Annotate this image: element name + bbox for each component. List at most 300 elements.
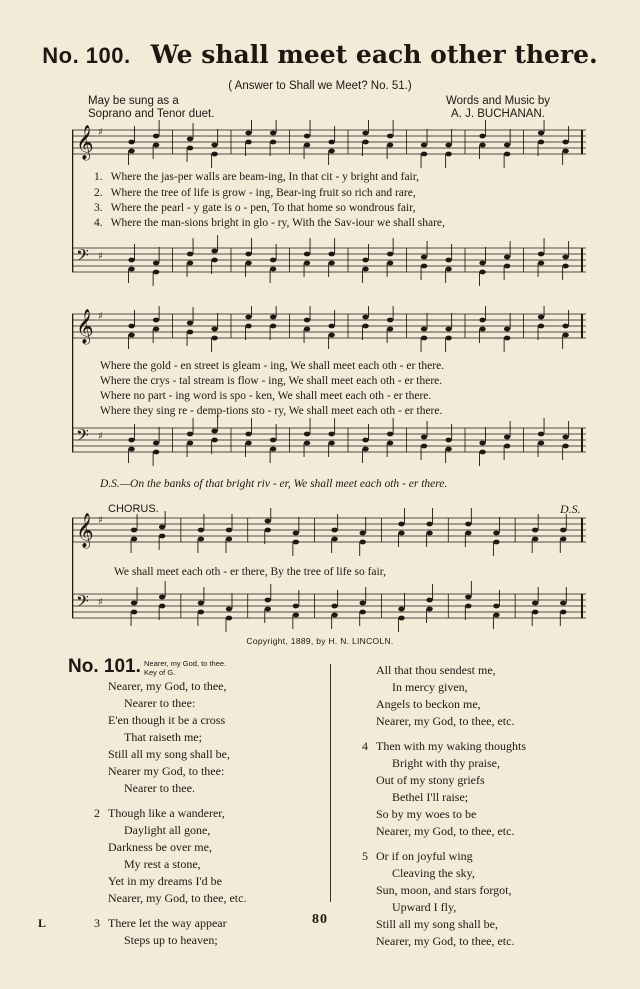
notehead — [362, 447, 368, 452]
notehead — [265, 598, 271, 603]
notehead — [426, 607, 432, 612]
notehead — [304, 252, 310, 257]
lyric-line: 2. Where the tree of life is grow - ing, Bear-ing fruit so rich and rare, — [94, 187, 416, 199]
notehead — [187, 137, 193, 142]
notehead — [493, 531, 499, 536]
notehead — [398, 607, 404, 612]
notehead — [362, 324, 368, 329]
hymn-101-line — [362, 848, 526, 865]
hymn-101-tune-note — [144, 659, 226, 677]
hymn-101-line — [108, 822, 246, 839]
lyric-line: Where they sing re - demp-tions sto - ry, We shall meet each oth - er there. — [100, 405, 443, 417]
notehead — [304, 134, 310, 139]
hymn-101-line-text: Nearer, my God, to thee, etc. — [376, 934, 515, 948]
lyric-line: 1. Where the jas-per walls are beam-ing, In that cit - y bright and fair, — [94, 171, 419, 183]
notehead — [128, 258, 134, 263]
notehead — [560, 528, 566, 533]
notehead — [538, 432, 544, 437]
notehead — [387, 261, 393, 266]
notehead — [128, 324, 134, 329]
notehead — [293, 540, 299, 545]
notehead — [532, 537, 538, 542]
hymn-101-line-text: Nearer my God, to thee: — [108, 764, 225, 778]
notehead — [128, 447, 134, 452]
notehead — [245, 432, 251, 437]
notehead — [131, 601, 137, 606]
verse-number: 4 — [362, 739, 368, 753]
notehead — [504, 143, 510, 148]
notehead — [159, 525, 165, 530]
notehead — [398, 531, 404, 536]
notehead — [304, 143, 310, 148]
hymn-101-line-text: Or if on joyful wing — [376, 849, 473, 863]
notehead — [421, 255, 427, 260]
hymn-101-line — [108, 839, 246, 856]
notehead — [421, 143, 427, 148]
notehead — [479, 450, 485, 455]
performance-note-line: May be sung as a — [88, 95, 179, 107]
key-signature-sharp-icon: ♯ — [98, 515, 103, 526]
notehead — [532, 528, 538, 533]
notehead — [187, 261, 193, 266]
notehead — [131, 537, 137, 542]
hymn-101-line-text: Still all my song shall be, — [376, 917, 498, 931]
notehead — [504, 444, 510, 449]
notehead — [426, 522, 432, 527]
column-divider — [330, 664, 331, 902]
notehead — [493, 613, 499, 618]
hymn-101-line — [376, 933, 526, 950]
hymn-101-line — [108, 729, 246, 746]
notehead — [187, 146, 193, 151]
hymn-101-line — [108, 856, 246, 873]
notehead — [131, 610, 137, 615]
bass-staff — [72, 581, 586, 632]
hymn-101-line — [376, 840, 526, 848]
notehead — [226, 537, 232, 542]
notehead — [226, 528, 232, 533]
hymn-101-line-text: My rest a stone, — [124, 857, 201, 871]
treble-clef-icon: 𝄞 — [76, 513, 94, 548]
notehead — [153, 327, 159, 332]
notehead — [479, 261, 485, 266]
notehead — [293, 531, 299, 536]
hymn-101-line — [108, 890, 246, 907]
notehead — [211, 143, 217, 148]
notehead — [211, 327, 217, 332]
treble-clef-icon: 𝄞 — [76, 125, 94, 160]
notehead — [293, 613, 299, 618]
hymn-101-line-text: Nearer to thee. — [124, 781, 195, 795]
key-signature-sharp-icon: ♯ — [98, 311, 103, 322]
tune-note-line: Nearer, my God, to thee. — [144, 659, 227, 668]
notehead — [187, 252, 193, 257]
notehead — [331, 613, 337, 618]
hymn-101-line — [108, 932, 246, 949]
page-number: 80 — [312, 912, 328, 927]
notehead — [398, 616, 404, 621]
verse-number: 5 — [362, 849, 368, 863]
hymn-101-line — [108, 797, 246, 805]
bass-clef-icon: 𝄢 — [76, 591, 89, 615]
notehead — [153, 134, 159, 139]
hymn-101-line-text: Cleaving the sky, — [392, 866, 475, 880]
chorus-label: CHORUS. — [108, 503, 159, 515]
notehead — [360, 531, 366, 536]
copyright-notice: Copyright, 1889, by H. N. LINCOLN. — [246, 636, 394, 646]
notehead — [387, 318, 393, 323]
hymn-101-line — [108, 873, 246, 890]
notehead — [153, 261, 159, 266]
hymn-101-line-text: Out of my stony griefs — [376, 773, 485, 787]
hymn-101-line — [362, 738, 526, 755]
notehead — [362, 438, 368, 443]
notehead — [538, 131, 544, 136]
notehead — [198, 610, 204, 615]
notehead — [245, 261, 251, 266]
notehead — [504, 435, 510, 440]
verse-number: 3 — [94, 916, 100, 930]
hymn-101-number: No. 101. — [68, 656, 141, 677]
notehead — [465, 522, 471, 527]
notehead — [153, 143, 159, 148]
notehead — [479, 134, 485, 139]
notehead — [153, 441, 159, 446]
notehead — [445, 152, 451, 157]
hymn-101-line-text: So by my woes to be — [376, 807, 477, 821]
notehead — [304, 441, 310, 446]
music-system-2 — [72, 306, 586, 471]
notehead — [245, 252, 251, 257]
hymn-101-line — [108, 763, 246, 780]
notehead — [198, 537, 204, 542]
notehead — [445, 336, 451, 341]
hymn-number: No. 100. — [42, 43, 131, 68]
notehead — [304, 327, 310, 332]
notehead — [328, 140, 334, 145]
hymn-101-line-text: Darkness be over me, — [108, 840, 212, 854]
notehead — [328, 149, 334, 154]
notehead — [362, 267, 368, 272]
notehead — [270, 315, 276, 320]
notehead — [211, 336, 217, 341]
hymn-101-line — [376, 789, 526, 806]
notehead — [504, 264, 510, 269]
notehead — [562, 333, 568, 338]
hymn-101-line-text: Bethel I'll raise; — [392, 790, 469, 804]
notehead — [128, 140, 134, 145]
notehead — [270, 140, 276, 145]
hymn-101-line — [108, 712, 246, 729]
key-signature-sharp-icon: ♯ — [98, 251, 103, 262]
notehead — [387, 432, 393, 437]
key-signature-sharp-icon: ♯ — [98, 597, 103, 608]
treble-staff — [72, 120, 586, 168]
notehead — [187, 330, 193, 335]
hymn-101-line-text: Though like a wanderer, — [108, 806, 225, 820]
notehead — [360, 540, 366, 545]
hymn-101-line — [376, 696, 526, 713]
notehead — [245, 324, 251, 329]
composer-credit-line: Words and Music by — [446, 95, 550, 107]
notehead — [226, 607, 232, 612]
verse-number: 2 — [94, 806, 100, 820]
hymn-101-line — [94, 805, 246, 822]
notehead — [245, 140, 251, 145]
hymn-101-line-text: Then with my waking thoughts — [376, 739, 526, 753]
chorus-lyric-line: We shall meet each oth - er there, By the tree of life so fair, — [114, 566, 386, 578]
notehead — [331, 604, 337, 609]
notehead — [387, 134, 393, 139]
music-staff-svg — [72, 306, 586, 471]
hymn-title: We shall meet each other there. — [150, 40, 598, 69]
notehead — [265, 607, 271, 612]
notehead — [387, 252, 393, 257]
hymn-101-line-text: Nearer, my God, to thee, etc. — [376, 824, 515, 838]
notehead — [504, 336, 510, 341]
notehead — [538, 252, 544, 257]
notehead — [245, 441, 251, 446]
hymn-101-line — [376, 755, 526, 772]
hymn-101-line-text: Sun, moon, and stars forgot, — [376, 883, 512, 897]
notehead — [153, 450, 159, 455]
hymn-101-line — [376, 882, 526, 899]
notehead — [445, 258, 451, 263]
hymn-101-line — [376, 823, 526, 840]
notehead — [465, 531, 471, 536]
notehead — [479, 327, 485, 332]
notehead — [270, 438, 276, 443]
notehead — [398, 522, 404, 527]
hymn-101-line-text: Bright with thy praise, — [392, 756, 500, 770]
lyric-line: 3. Where the pearl - y gate is o - pen, To that home so wondrous fair, — [94, 202, 416, 214]
hymn-title-row — [0, 40, 640, 69]
notehead — [187, 441, 193, 446]
hymn-101-line-text: Nearer, my God, to thee, etc. — [108, 891, 247, 905]
notehead — [270, 131, 276, 136]
hymn-101-line — [108, 746, 246, 763]
notehead — [328, 261, 334, 266]
bass-clef-icon: 𝄢 — [76, 245, 89, 269]
hymn-101-line-text: All that thou sendest me, — [376, 663, 496, 677]
notehead — [445, 267, 451, 272]
lyric-line: Where the gold - en street is gleam - ing, We shall meet each oth - er there. — [100, 360, 445, 372]
hymn-101-line-text: Yet in my dreams I'd be — [108, 874, 222, 888]
notehead — [562, 149, 568, 154]
notehead — [532, 610, 538, 615]
hymn-101-line — [376, 713, 526, 730]
notehead — [562, 264, 568, 269]
notehead — [331, 528, 337, 533]
notehead — [360, 601, 366, 606]
notehead — [265, 519, 271, 524]
notehead — [328, 441, 334, 446]
notehead — [211, 249, 217, 254]
hymn-101-line-text: That raiseth me; — [124, 730, 202, 744]
notehead — [538, 140, 544, 145]
notehead — [128, 333, 134, 338]
notehead — [445, 143, 451, 148]
notehead — [245, 315, 251, 320]
notehead — [198, 528, 204, 533]
notehead — [270, 447, 276, 452]
notehead — [328, 252, 334, 257]
notehead — [421, 152, 427, 157]
hymn-101-line-text: Nearer to thee: — [124, 696, 196, 710]
notehead — [532, 601, 538, 606]
hymn-101-line-text: Daylight all gone, — [124, 823, 211, 837]
notehead — [362, 131, 368, 136]
notehead — [465, 595, 471, 600]
hymn-101-line — [376, 806, 526, 823]
notehead — [128, 149, 134, 154]
notehead — [538, 324, 544, 329]
hymn-101-line — [108, 695, 246, 712]
notehead — [493, 604, 499, 609]
bass-clef-icon: 𝄢 — [76, 425, 89, 449]
hymn-subtitle: ( Answer to Shall we Meet? No. 51.) — [228, 80, 412, 92]
notehead — [504, 327, 510, 332]
notehead — [421, 444, 427, 449]
composer-credit — [446, 95, 550, 121]
notehead — [265, 528, 271, 533]
notehead — [387, 143, 393, 148]
notehead — [159, 604, 165, 609]
notehead — [421, 435, 427, 440]
composer-credit-line: A. J. BUCHANAN. — [451, 108, 545, 120]
treble-staff — [72, 306, 586, 352]
notehead — [560, 537, 566, 542]
ds-lyric-line: D.S.—On the banks of that bright riv - er, We shall meet each oth - er there. — [100, 478, 448, 490]
notehead — [562, 444, 568, 449]
hymn-101-line-text: Steps up to heaven; — [124, 933, 218, 947]
notehead — [504, 152, 510, 157]
notehead — [479, 143, 485, 148]
hymn-101-left-column — [94, 678, 247, 949]
notehead — [270, 324, 276, 329]
hymn-101-line-text: E'en though it be a cross — [108, 713, 226, 727]
notehead — [426, 531, 432, 536]
notehead — [562, 435, 568, 440]
hymn-101-line — [108, 780, 246, 797]
notehead — [187, 321, 193, 326]
notehead — [362, 140, 368, 145]
notehead — [128, 438, 134, 443]
lyric-line: Where the crys - tal stream is flow - ing, We shall meet each oth - er there. — [100, 375, 443, 387]
notehead — [198, 601, 204, 606]
notehead — [328, 324, 334, 329]
hymn-101-line — [376, 865, 526, 882]
bass-staff — [72, 415, 586, 466]
performance-note-line: Soprano and Tenor duet. — [88, 108, 215, 120]
notehead — [328, 333, 334, 338]
notehead — [153, 318, 159, 323]
notehead — [504, 255, 510, 260]
hymn-101-right-column — [362, 662, 526, 950]
notehead — [465, 604, 471, 609]
notehead — [560, 610, 566, 615]
notehead — [560, 601, 566, 606]
notehead — [426, 598, 432, 603]
notehead — [479, 270, 485, 275]
hymn-101-line-text: Nearer, my God, to thee, etc. — [376, 714, 515, 728]
notehead — [187, 432, 193, 437]
treble-staff — [72, 508, 586, 556]
lyric-line: Where no part - ing word is spo - ken, We shall meet each oth - er there. — [100, 390, 432, 402]
notehead — [493, 540, 499, 545]
notehead — [362, 258, 368, 263]
notehead — [328, 432, 334, 437]
notehead — [421, 336, 427, 341]
notehead — [159, 534, 165, 539]
notehead — [445, 438, 451, 443]
hymn-101-line-text: In mercy given, — [392, 680, 468, 694]
notehead — [538, 261, 544, 266]
notehead — [270, 258, 276, 263]
notehead — [387, 441, 393, 446]
lyric-line: 4. Where the man-sions bright in glo - ry, With the Sav-iour we shall share, — [94, 217, 445, 229]
hymn-101-line — [376, 772, 526, 789]
notehead — [360, 610, 366, 615]
notehead — [293, 604, 299, 609]
notehead — [479, 318, 485, 323]
notehead — [445, 327, 451, 332]
corner-mark: L — [38, 916, 47, 930]
notehead — [304, 261, 310, 266]
notehead — [159, 595, 165, 600]
tune-note-line: Key of G. — [144, 668, 176, 677]
notehead — [421, 327, 427, 332]
notehead — [562, 324, 568, 329]
key-signature-sharp-icon: ♯ — [98, 127, 103, 138]
hymn-101-line — [376, 662, 526, 679]
performance-note — [88, 95, 214, 121]
notehead — [245, 131, 251, 136]
notehead — [304, 432, 310, 437]
notehead — [304, 318, 310, 323]
hymn-101-line-text: There let the way appear — [108, 916, 227, 930]
treble-clef-icon: 𝄞 — [76, 309, 94, 344]
notehead — [445, 447, 451, 452]
notehead — [128, 267, 134, 272]
notehead — [270, 267, 276, 272]
notehead — [538, 315, 544, 320]
notehead — [538, 441, 544, 446]
hymn-101-line-text: Upward I fly, — [392, 900, 457, 914]
notehead — [362, 315, 368, 320]
key-signature-sharp-icon: ♯ — [98, 431, 103, 442]
notehead — [421, 264, 427, 269]
bass-staff — [72, 235, 586, 286]
notehead — [226, 616, 232, 621]
hymn-101-line-text: Angels to beckon me, — [376, 697, 481, 711]
notehead — [211, 438, 217, 443]
hymn-101-line — [376, 679, 526, 696]
hymn-101-line-text: Still all my song shall be, — [108, 747, 230, 761]
hymn-101-line-text: Nearer, my God, to thee, — [108, 679, 227, 693]
notehead — [153, 270, 159, 275]
ds-label: D.S. — [560, 502, 581, 516]
notehead — [211, 429, 217, 434]
notehead — [331, 537, 337, 542]
notehead — [211, 258, 217, 263]
notehead — [479, 441, 485, 446]
notehead — [131, 528, 137, 533]
notehead — [211, 152, 217, 157]
notehead — [562, 140, 568, 145]
notehead — [562, 255, 568, 260]
notehead — [387, 327, 393, 332]
